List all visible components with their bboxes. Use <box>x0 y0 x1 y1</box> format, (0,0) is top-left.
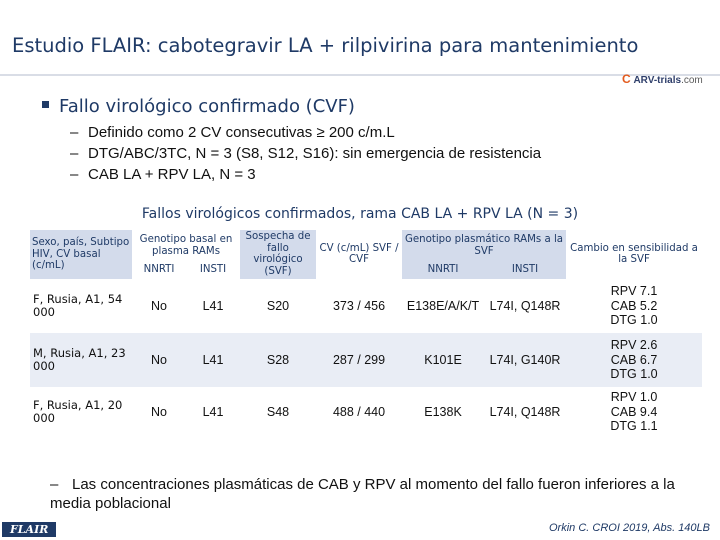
header-insti: INSTI <box>199 264 227 276</box>
header-nnrti-svf: NNRTI <box>402 262 484 279</box>
cell-insti-svf: L74I, Q148R <box>484 279 566 333</box>
header-sospecha: Sospecha de fallo virológico (SVF) <box>240 230 316 279</box>
header-cv: CV (c/mL) SVF / CVF <box>319 242 399 266</box>
header-insti-svf: INSTI <box>484 262 566 279</box>
cvf-table <box>30 230 702 437</box>
cell-nnrti: No <box>132 279 186 333</box>
table-row <box>30 387 702 437</box>
cell-cambio: RPV 1.0 CAB 9.4 DTG 1.1 <box>566 387 702 437</box>
cell-sex: M, Rusia, A1, 23 000 <box>30 333 132 387</box>
cell-cv: 488 / 440 <box>316 387 402 437</box>
table-title: Fallos virológicos confirmados, rama CAB LA + RPV LA (N = 3) <box>141 206 579 222</box>
cell-insti: L41 <box>186 279 240 333</box>
cell-nnrti: No <box>132 333 186 387</box>
cell-sex: F, Rusia, A1, 20 000 <box>30 387 132 437</box>
slide-title: Estudio FLAIR: cabotegravir LA + rilpivirina para mantenimiento <box>12 34 639 57</box>
cell-insti-svf: L74I, G140R <box>484 333 566 387</box>
logo-mark-icon: C <box>622 72 631 86</box>
sub-bullet-cab: – CAB LA + RPV LA, N = 3 <box>70 166 256 183</box>
flair-tag: FLAIR <box>2 522 56 537</box>
cell-insti: L41 <box>186 387 240 437</box>
cell-cv: 287 / 299 <box>316 333 402 387</box>
arv-trials-logo: C ARV-trials.com <box>622 72 703 86</box>
cell-nnrti-svf: K101E <box>402 333 484 387</box>
cell-svf: S48 <box>240 387 316 437</box>
cell-cambio: RPV 7.1 CAB 5.2 DTG 1.0 <box>566 279 702 333</box>
cell-svf: S28 <box>240 333 316 387</box>
cell-insti: L41 <box>186 333 240 387</box>
cell-nnrti-svf: E138E/A/K/T <box>402 279 484 333</box>
cell-cv: 373 / 456 <box>316 279 402 333</box>
main-bullet: Fallo virológico confirmado (CVF) <box>42 96 355 117</box>
footer <box>0 518 720 540</box>
cell-cambio: RPV 2.6 CAB 6.7 DTG 1.0 <box>566 333 702 387</box>
header-cambio: Cambio en sensibilidad a la SVF <box>570 242 698 266</box>
header-geno-basal: Genotipo basal en plasma RAMs <box>139 234 233 257</box>
header-geno-plasma: Genotipo plasmático RAMs a la SVF <box>402 230 566 262</box>
cell-insti-svf: L74I, Q148R <box>484 387 566 437</box>
cell-sex: F, Rusia, A1, 54 000 <box>30 279 132 333</box>
footnote-bullet: – Las concentraciones plasmáticas de CAB y RPV al momento del fallo fueron inferiores a la media poblacional <box>50 476 675 513</box>
sub-bullet-dtg: – DTG/ABC/3TC, N = 3 (S8, S12, S16): sin emergencia de resistencia <box>70 145 542 162</box>
citation: Orkin C. CROI 2019, Abs. 140LB <box>549 522 710 534</box>
square-bullet-icon <box>42 101 49 108</box>
cell-svf: S20 <box>240 279 316 333</box>
cell-nnrti: No <box>132 387 186 437</box>
sub-bullet-definition: – Definido como 2 CV consecutivas ≥ 200 c/m.L <box>70 124 395 141</box>
header-sex: Sexo, país, Subtipo HIV, CV basal (c/mL) <box>30 230 132 279</box>
table-row <box>30 279 702 333</box>
header-nnrti: NNRTI <box>143 264 175 276</box>
table-row <box>30 333 702 387</box>
title-divider <box>0 74 720 76</box>
cell-nnrti-svf: E138K <box>402 387 484 437</box>
